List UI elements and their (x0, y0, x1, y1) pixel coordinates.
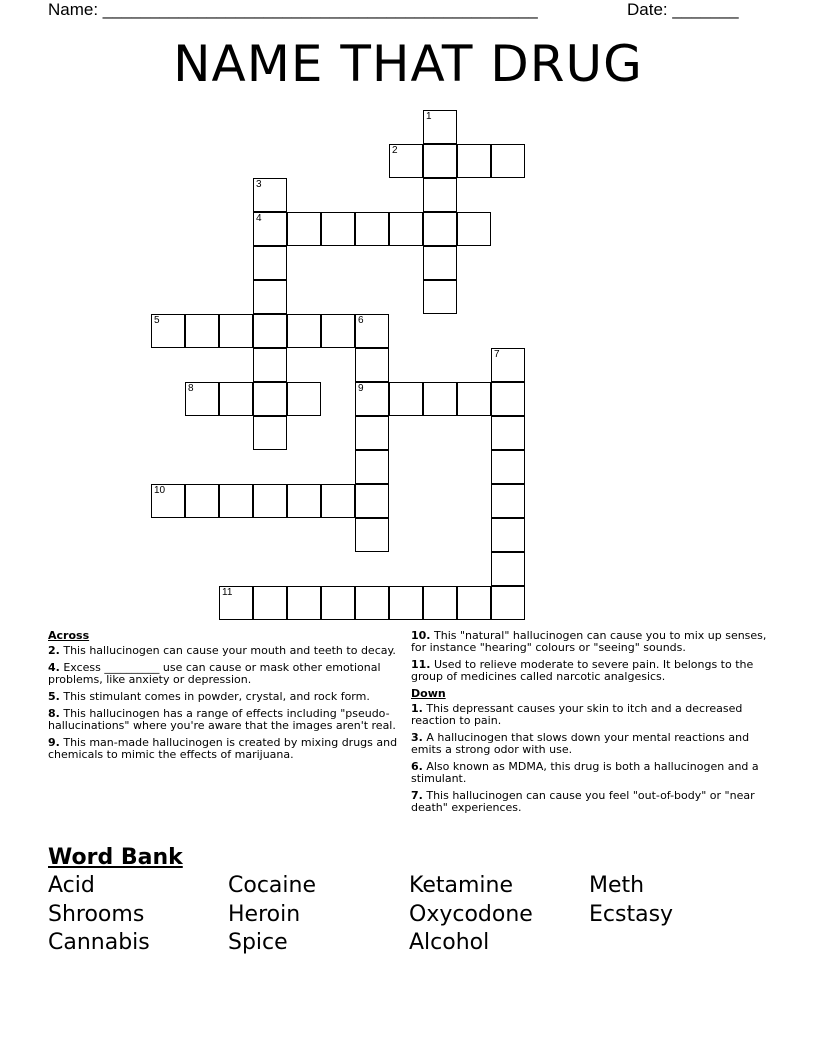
grid-cell[interactable] (253, 416, 287, 450)
clue-number: 3. (411, 731, 423, 744)
clue-text: A hallucinogen that slows down your mental reactions and emits a strong odor with use. (411, 731, 750, 756)
grid-cell[interactable] (253, 178, 287, 212)
grid-cell[interactable] (389, 382, 423, 416)
clue-number-label: 9 (358, 383, 364, 394)
word-bank-word: Acid (48, 873, 95, 898)
word-bank-word: Cocaine (228, 873, 316, 898)
clue-number: 10. (411, 629, 431, 642)
grid-cell[interactable] (355, 382, 389, 416)
grid-cell[interactable] (151, 484, 185, 518)
grid-cell[interactable] (491, 552, 525, 586)
word-bank-word: Alcohol (409, 930, 490, 955)
grid-cell[interactable] (185, 314, 219, 348)
grid-cell[interactable] (457, 212, 491, 246)
grid-cell[interactable] (355, 212, 389, 246)
grid-cell[interactable] (423, 246, 457, 280)
grid-cell[interactable] (219, 314, 253, 348)
grid-cell[interactable] (355, 484, 389, 518)
grid-cell[interactable] (253, 280, 287, 314)
down-clue (411, 761, 767, 785)
grid-cell[interactable] (389, 586, 423, 620)
grid-cell[interactable] (355, 314, 389, 348)
clue-number: 2. (48, 644, 60, 657)
across-clue (48, 645, 404, 657)
word-bank-title: Word Bank (48, 845, 183, 870)
clue-number-label: 2 (392, 145, 398, 156)
grid-cell[interactable] (287, 314, 321, 348)
grid-cell[interactable] (491, 348, 525, 382)
clue-number: 7. (411, 789, 423, 802)
clue-text: This depressant causes your skin to itch and a decreased reaction to pain. (411, 702, 743, 727)
clue-text: Used to relieve moderate to severe pain. It belongs to the group of medicines called narcotic analgesics. (411, 658, 754, 683)
date-field[interactable]: Date: _______ (627, 0, 739, 19)
name-field[interactable]: Name: ______________________________________________ (48, 0, 538, 19)
word-bank-word: Spice (228, 930, 288, 955)
grid-cell[interactable] (253, 348, 287, 382)
grid-cell[interactable] (491, 416, 525, 450)
clue-text: This man-made hallucinogen is created by mixing drugs and chemicals to mimic the effects of marijuana. (48, 736, 398, 761)
clue-number-label: 7 (494, 349, 500, 360)
clue-number-label: 8 (188, 383, 194, 394)
word-bank-word: Oxycodone (409, 902, 533, 927)
grid-cell[interactable] (491, 586, 525, 620)
grid-cell[interactable] (423, 178, 457, 212)
grid-cell[interactable] (253, 246, 287, 280)
grid-cell[interactable] (287, 382, 321, 416)
word-bank-word: Ecstasy (589, 902, 674, 927)
clue-number: 8. (48, 707, 60, 720)
grid-cell[interactable] (423, 586, 457, 620)
clue-number: 11. (411, 658, 431, 671)
grid-cell[interactable] (423, 110, 457, 144)
grid-cell[interactable] (389, 144, 423, 178)
clue-text: This hallucinogen can cause you feel "out-of-body" or "near death" experiences. (411, 789, 755, 814)
grid-cell[interactable] (253, 382, 287, 416)
grid-cell[interactable] (423, 382, 457, 416)
clue-number-label: 6 (358, 315, 364, 326)
clue-number-label: 10 (154, 485, 166, 496)
grid-cell[interactable] (219, 382, 253, 416)
grid-cell[interactable] (151, 314, 185, 348)
clue-number-label: 4 (256, 213, 262, 224)
word-bank-word: Shrooms (48, 902, 145, 927)
clue-text: This "natural" hallucinogen can cause you to mix up senses, for instance "hearing" colours or "seeing" sounds. (411, 629, 767, 654)
grid-cell[interactable] (355, 348, 389, 382)
grid-cell[interactable] (457, 144, 491, 178)
down-heading: Down (411, 687, 446, 700)
down-clue (411, 790, 767, 814)
grid-cell[interactable] (491, 518, 525, 552)
clue-text: This stimulant comes in powder, crystal, and rock form. (63, 690, 370, 703)
down-clue (411, 703, 767, 727)
grid-cell[interactable] (355, 586, 389, 620)
page-title: NAME THAT DRUG (173, 35, 643, 93)
grid-cell[interactable] (219, 484, 253, 518)
clue-number: 1. (411, 702, 423, 715)
clue-number-label: 11 (222, 587, 233, 598)
clue-text: This hallucinogen has a range of effects including "pseudo-hallucinations" where you're aware that the images aren't real. (48, 707, 396, 732)
grid-cell[interactable] (321, 586, 355, 620)
grid-cell[interactable] (491, 484, 525, 518)
grid-cell[interactable] (457, 586, 491, 620)
grid-cell[interactable] (253, 484, 287, 518)
across-clue (48, 691, 404, 703)
clues-left-column (48, 630, 404, 766)
grid-cell[interactable] (355, 416, 389, 450)
across-clue (48, 662, 404, 686)
clue-number-label: 1 (426, 111, 432, 122)
word-bank-word: Cannabis (48, 930, 150, 955)
grid-cell[interactable] (287, 212, 321, 246)
grid-cell[interactable] (355, 518, 389, 552)
grid-cell[interactable] (423, 212, 457, 246)
across-clue (411, 630, 767, 654)
clue-text: Also known as MDMA, this drug is both a hallucinogen and a stimulant. (411, 760, 759, 785)
grid-cell[interactable] (253, 586, 287, 620)
clues-right-column (411, 630, 767, 819)
grid-cell[interactable] (185, 382, 219, 416)
grid-cell[interactable] (321, 212, 355, 246)
across-clue (411, 659, 767, 683)
grid-cell[interactable] (491, 450, 525, 484)
clue-number: 4. (48, 661, 60, 674)
across-clue (48, 708, 404, 732)
grid-cell[interactable] (491, 382, 525, 416)
grid-cell[interactable] (355, 450, 389, 484)
word-bank-word: Heroin (228, 902, 301, 927)
clue-text: This hallucinogen can cause your mouth and teeth to decay. (63, 644, 396, 657)
grid-cell[interactable] (287, 484, 321, 518)
grid-cell[interactable] (423, 144, 457, 178)
across-heading: Across (48, 629, 90, 642)
grid-cell[interactable] (253, 212, 287, 246)
across-clue (48, 737, 404, 761)
grid-cell[interactable] (185, 484, 219, 518)
word-bank-word: Ketamine (409, 873, 513, 898)
clue-number: 5. (48, 690, 60, 703)
clue-number: 9. (48, 736, 60, 749)
grid-cell[interactable] (321, 314, 355, 348)
grid-cell[interactable] (253, 314, 287, 348)
grid-cell[interactable] (491, 144, 525, 178)
grid-cell[interactable] (219, 586, 253, 620)
clue-number-label: 5 (154, 315, 160, 326)
clue-number-label: 3 (256, 179, 262, 190)
clue-number: 6. (411, 760, 423, 773)
grid-cell[interactable] (287, 586, 321, 620)
grid-cell[interactable] (389, 212, 423, 246)
grid-cell[interactable] (457, 382, 491, 416)
grid-cell[interactable] (423, 280, 457, 314)
grid-cell[interactable] (321, 484, 355, 518)
clue-text: Excess __________ use can cause or mask other emotional problems, like anxiety or depression. (48, 661, 381, 686)
word-bank-word: Meth (589, 873, 645, 898)
down-clue (411, 732, 767, 756)
